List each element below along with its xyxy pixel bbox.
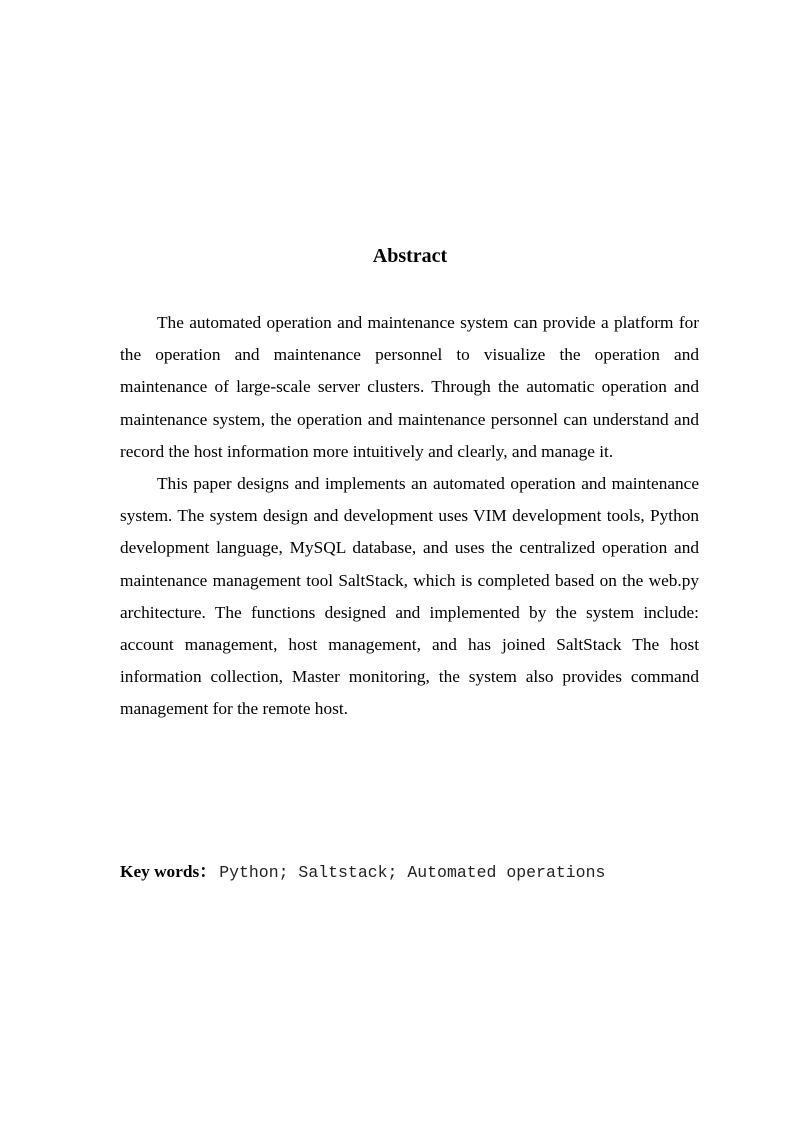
abstract-body <box>120 307 699 726</box>
keywords-separator: ： <box>199 862 217 881</box>
keywords-line <box>120 857 720 888</box>
abstract-paragraph-2: This paper designs and implements an automated operation and maintenance system. The system design and development uses VIM development tools, Python development language, MySQL database, and uses the centralized operation and maintenance management tool SaltStack, which is completed based on the web.py architecture. The functions designed and implemented by the system include: account management, host management, and has joined SaltStack The host information collection, Master monitoring, the system also provides command management for the remote host. <box>120 474 699 719</box>
keywords-value: Python; Saltstack; Automated operations <box>219 863 606 882</box>
abstract-heading: Abstract <box>372 245 448 267</box>
keywords-label: Key words <box>120 862 200 881</box>
abstract-paragraph-1: The automated operation and maintenance system can provide a platform for the operation and maintenance personnel to visualize the operation and maintenance of large-scale server clusters. Through the automatic operation and maintenance system, the operation and maintenance personnel can understand and record the host information more intuitively and clearly, and manage it. <box>120 313 699 461</box>
